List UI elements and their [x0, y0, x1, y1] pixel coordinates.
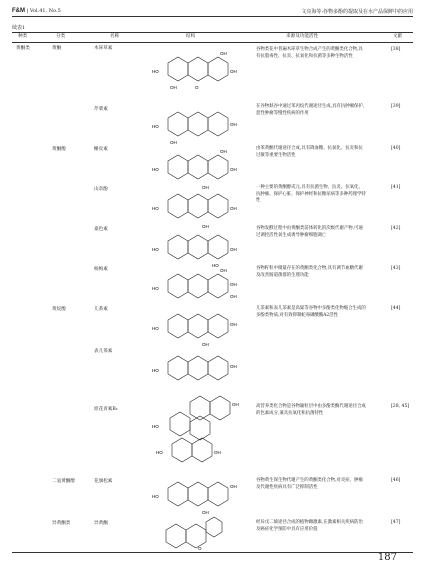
oh-label: OH [170, 140, 177, 145]
table-cell-name: 木犀草素 [94, 46, 113, 51]
ho-label: HO [152, 124, 159, 129]
oh-label: OH [230, 282, 237, 287]
table-cell-name: 山奈酚 [94, 187, 108, 192]
oh-label: OH [202, 185, 209, 190]
oh-label: OH [202, 510, 209, 515]
oh-label: OH [220, 268, 227, 273]
oh-label: OH [230, 364, 237, 369]
ho-label: HO [152, 247, 159, 252]
oh-label: OH [230, 206, 237, 211]
ho-label: HO [152, 368, 159, 373]
col-header-class: 分类 [56, 34, 66, 39]
table-cell-ref: [41] [391, 185, 401, 190]
table-cell-name: 桑色素 [94, 227, 108, 232]
header-rule [12, 16, 413, 17]
table-cell-ref: [47] [391, 520, 401, 525]
ho-label: HO [212, 263, 219, 268]
ho-label: HO [156, 450, 163, 455]
table-bottom-rule [12, 552, 413, 553]
table-cell-name: 异黄酮 [94, 521, 108, 526]
table-cell-activity: 儿茶素和表儿茶素是高粱等谷物中多酚类化物缩合生成的多酚类物质,对有效抑制蛇毒磷酸酶A2活性 [256, 306, 366, 318]
journal-header-left: F&M | Vol.41, No.5 [12, 8, 61, 14]
o-label: O [195, 85, 199, 90]
table-cell-name: 芹菜素 [94, 107, 108, 112]
oh-label: OH [230, 322, 237, 327]
table-cell-name: 儿茶素 [94, 307, 108, 312]
table-cell-activity: 谷物发酵过程中由黄酮类前体转化的次级代谢产物,可通过调控活性氧生成诱导肿瘤细胞凋亡 [256, 226, 363, 238]
table-cell-class: 黄酮 [52, 46, 62, 51]
table-cell-name: 表儿茶素 [94, 349, 113, 354]
table-top-rule [12, 32, 413, 33]
table-cell-ref: [46] [391, 478, 401, 483]
ho-label: HO [152, 326, 159, 331]
table-cell-class: 异黄酮类 [52, 521, 71, 526]
epicatechin-structure [150, 346, 250, 392]
table-cell-ref: [44] [391, 306, 401, 311]
luteolin-structure [150, 45, 250, 105]
ho-label: HO [152, 494, 159, 499]
ho-label: HO [152, 424, 159, 429]
table-cell-name: 原花青素B₂ [94, 407, 118, 412]
table-cell-name: 花旗松素 [94, 479, 113, 484]
oh-label: OH [230, 247, 237, 252]
ho-label: HO [152, 69, 159, 74]
table-cell-class: 黄酮醇 [52, 147, 66, 152]
table-cell-activity: 高营养类化合物是谷物颖粒层中由多酚类酶代谢途径合成的色素成分,兼具抗氧化和抗菌特性 [256, 404, 366, 416]
table-cell-activity: 在谷物麸谷中通过苯丙烷代谢途径生成,具有抗肿瘤保护,恶性肿瘤等慢性疾病的作用 [256, 104, 365, 116]
table-cell-activity: 一种主要的黄酮醇甙元,具有抗菌生物、抗炎、抗氧化、抗肿瘤、保护心脏、保护神经和抗糖尿病等多种药理学特性 [256, 185, 366, 204]
isoflavone-structure [158, 516, 238, 550]
oh-label: OH [230, 484, 237, 489]
table-continued-label: 续表1 [12, 25, 26, 31]
table-cell-activity: 经异戊二烯途径合成的植物雌激素,在激素相关疾病防治及癌症化学预防中具有应用价值 [256, 520, 363, 532]
ho-label: HO [152, 167, 159, 172]
col-header-structure: 结构 [186, 34, 196, 39]
oh-label: OH [220, 149, 227, 154]
ho-label: HO [152, 286, 159, 291]
table-cell-name: 杨梅素 [94, 267, 108, 272]
journal-header-title: 文亮海等:谷物多酚的提取及在水产品保鲜中的应用 [301, 9, 413, 15]
oh-label: OH [202, 224, 209, 229]
table-cell-ref: [38] [391, 47, 401, 52]
oh-label: OH [230, 122, 237, 127]
procyanidin-b2-structure [150, 392, 250, 470]
page-number: 187 [377, 552, 397, 563]
oh-label: OH [214, 450, 221, 455]
table-cell-activity: 由苯黄酮代谢途径合成,具有降血糖、抗氧化、抗炎和抗过敏等重要生物活性 [256, 146, 363, 158]
table-cell-ref: [39] [391, 104, 401, 109]
table-cell-kind: 黄酮类 [16, 46, 30, 51]
col-header-ref: 文献 [393, 34, 403, 39]
oh-label: OH [220, 51, 227, 56]
oh-label: OH [232, 402, 239, 407]
o-label: O [198, 546, 202, 550]
col-header-name: 名称 [110, 34, 120, 39]
table-cell-class: 二氢黄酮醇 [52, 479, 75, 484]
table-header-rule [12, 42, 413, 43]
catechin-structure [150, 304, 250, 350]
col-header-kind: 种类 [18, 34, 28, 39]
table-cell-activity: 谷物籽粒中微量存在的黄酮类化合物,具有调节血糖代谢及改善肠道菌群的生理功能 [256, 266, 363, 278]
col-header-activity: 来源及功能活性 [286, 34, 319, 39]
table-cell-class: 黄烷醇 [52, 307, 66, 312]
oh-label: OH [230, 294, 237, 299]
taxifolin-structure [150, 474, 250, 516]
oh-label: OH [170, 85, 177, 90]
oh-label: OH [230, 69, 237, 74]
table-cell-ref: [28, 45] [391, 404, 410, 409]
oh-label: OH [202, 342, 209, 347]
table-cell-name: 槲皮素 [94, 147, 108, 152]
oh-label: OH [230, 167, 237, 172]
table-cell-ref: [40] [391, 146, 401, 151]
table-cell-activity: 谷物类花中普遍木犀草生物合成产生的黄酮类化合物,具有抗脂毒性、抗炎、抗氧化和抗菌等多种生物活性 [256, 47, 363, 59]
table-cell-ref: [42] [391, 226, 401, 231]
table-cell-activity: 谷物黄生保生物代谢产生的黄酮类化合物,对炎症、肿瘤及代谢性疾病具有广泛抑制活性 [256, 478, 363, 490]
ho-label: HO [152, 206, 159, 211]
table-cell-ref: [43] [391, 266, 401, 271]
